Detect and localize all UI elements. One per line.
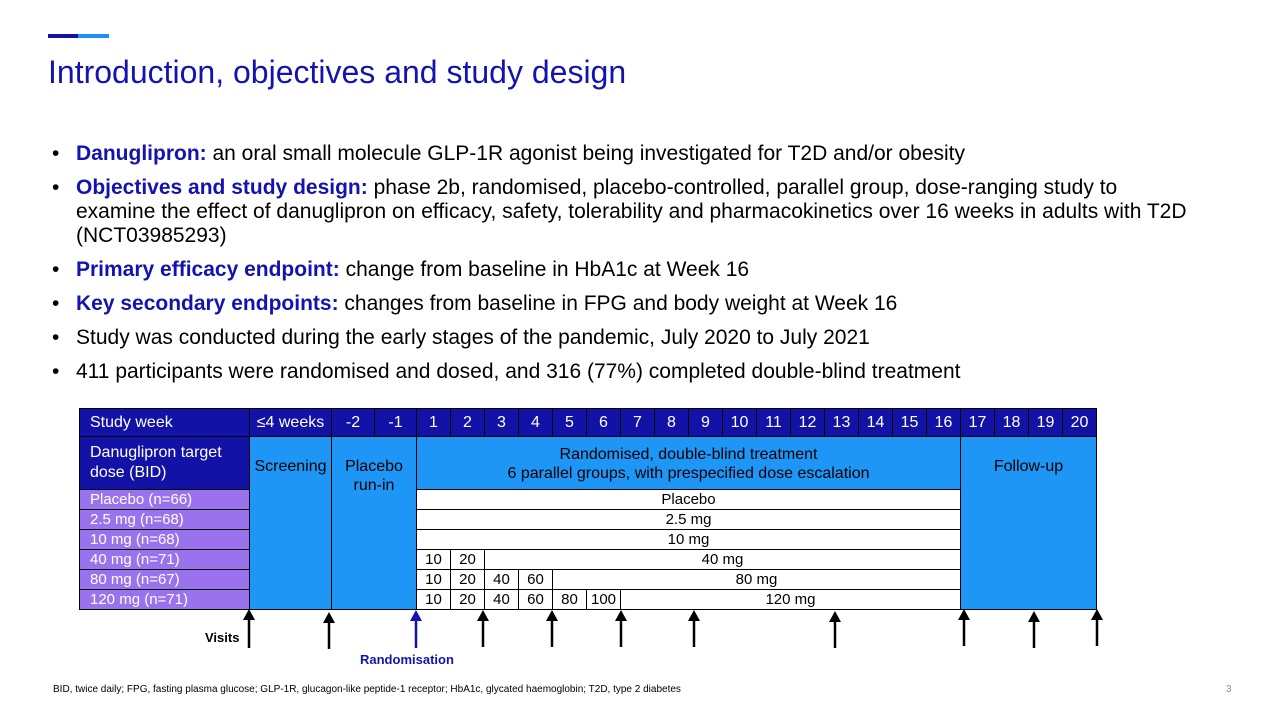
- followup-block: Follow-up: [961, 437, 1097, 610]
- placebo-dose-cell: Placebo: [417, 490, 961, 510]
- target-dose-label: Danuglipron target dose (BID): [80, 437, 250, 490]
- visit-arrow-icon: [546, 610, 558, 647]
- bullet-text: 411 participants were randomised and dosed, and 316 (77%) completed double-blind treatment: [76, 360, 961, 383]
- bullet-heading: Primary efficacy endpoint:: [76, 258, 340, 281]
- dose-step-cell: 40: [485, 590, 519, 610]
- week-cell: 6: [587, 409, 621, 437]
- dose-2-5-cell: 2.5 mg: [417, 510, 961, 530]
- group-label: 10 mg (n=68): [80, 530, 250, 550]
- visit-arrow-icon: [1091, 609, 1103, 646]
- page-title: Introduction, objectives and study design: [48, 54, 627, 90]
- dose-target-cell: 120 mg: [621, 590, 961, 610]
- dose-10-cell: 10 mg: [417, 530, 961, 550]
- dose-step-cell: 20: [451, 570, 485, 590]
- dose-target-cell: 80 mg: [553, 570, 961, 590]
- bullet-text: change from baseline in HbA1c at Week 16: [339, 258, 750, 281]
- dose-step-cell: 80: [553, 590, 587, 610]
- week-cell: 19: [1029, 409, 1063, 437]
- bullet-marker: •: [52, 176, 60, 199]
- week-cell: 10: [723, 409, 757, 437]
- randomised-line-1: Randomised, double-blind treatment: [559, 446, 818, 463]
- group-label: 120 mg (n=71): [80, 590, 250, 610]
- week-cell: 16: [927, 409, 961, 437]
- bullet-heading: Key secondary endpoints:: [76, 292, 339, 315]
- dose-target-cell: 40 mg: [485, 550, 961, 570]
- bullet-marker: •: [52, 258, 60, 281]
- page-number: 3: [1226, 684, 1232, 695]
- week-cell: 8: [655, 409, 689, 437]
- week-cell: 4: [519, 409, 553, 437]
- bullet-text: changes from baseline in FPG and body weight at Week 16: [338, 292, 898, 315]
- dose-step-cell: 20: [451, 590, 485, 610]
- visit-arrow-icon: [958, 609, 970, 646]
- bullet-text: phase 2b, randomised, placebo-controlled, parallel group, dose-ranging study to examine the effect of danuglipron on efficacy, safety, tolerability and pharmacokinetics over 16 weeks in adults with T2D (NCT03985293): [76, 176, 1187, 247]
- week-cell: 15: [893, 409, 927, 437]
- dose-step-cell: 40: [485, 570, 519, 590]
- bullet-marker: •: [52, 292, 60, 315]
- week-cell: 2: [451, 409, 485, 437]
- week-cell: 1: [417, 409, 451, 437]
- bullet-marker: •: [52, 326, 60, 349]
- week-cell: 9: [689, 409, 723, 437]
- week-cell: 5: [553, 409, 587, 437]
- bullet-marker: •: [52, 142, 60, 165]
- visits-label: Visits: [205, 630, 240, 645]
- randomised-line-2: 6 parallel groups, with prespecified dose escalation: [507, 465, 870, 482]
- placebo-runin-block: Placebo run-in: [332, 437, 417, 610]
- visit-arrow-icon: [477, 610, 489, 647]
- bullet-heading: Objectives and study design:: [76, 176, 368, 199]
- week-cell: 11: [757, 409, 791, 437]
- week-cell: 18: [995, 409, 1029, 437]
- dose-step-cell: 10: [417, 550, 451, 570]
- screening-block: Screening: [250, 437, 332, 610]
- dose-step-cell: 20: [451, 550, 485, 570]
- dose-step-cell: 10: [417, 590, 451, 610]
- randomisation-label: Randomisation: [360, 652, 454, 667]
- dose-step-cell: 10: [417, 570, 451, 590]
- bullet-text: Study was conducted during the early stages of the pandemic, July 2020 to July 2021: [76, 326, 870, 349]
- week-cell: 20: [1063, 409, 1097, 437]
- week-cell: ≤4 weeks: [250, 409, 332, 437]
- bullet-text: an oral small molecule GLP-1R agonist being investigated for T2D and/or obesity: [206, 142, 966, 165]
- visit-arrow-icon: [615, 610, 627, 647]
- week-cell: 14: [859, 409, 893, 437]
- week-cell: 7: [621, 409, 655, 437]
- visit-arrow-icon: [243, 609, 255, 648]
- bullet-heading: Danuglipron:: [76, 142, 207, 165]
- week-cell: 17: [961, 409, 995, 437]
- study-week-label: Study week: [80, 409, 250, 437]
- bullet-marker: •: [52, 360, 60, 383]
- week-cell: -2: [332, 409, 375, 437]
- group-label: Placebo (n=66): [80, 490, 250, 510]
- dose-step-cell: 60: [519, 570, 553, 590]
- week-cell: -1: [375, 409, 417, 437]
- visit-arrow-icon: [829, 611, 841, 648]
- week-cell: 3: [485, 409, 519, 437]
- week-cell: 12: [791, 409, 825, 437]
- visit-arrow-icon: [323, 612, 335, 649]
- week-cell: 13: [825, 409, 859, 437]
- dose-step-cell: 100: [587, 590, 621, 610]
- footnote: BID, twice daily; FPG, fasting plasma glucose; GLP-1R, glucagon-like peptide-1 receptor; HbA1c, glycated haemoglobin; T2D, type 2 diabetes: [53, 684, 681, 695]
- visit-arrow-icon: [688, 610, 700, 647]
- visit-arrow-icon: [1028, 611, 1040, 648]
- randomisation-arrow-icon: [410, 610, 422, 648]
- group-label: 80 mg (n=67): [80, 570, 250, 590]
- dose-step-cell: 60: [519, 590, 553, 610]
- group-label: 40 mg (n=71): [80, 550, 250, 570]
- group-label: 2.5 mg (n=68): [80, 510, 250, 530]
